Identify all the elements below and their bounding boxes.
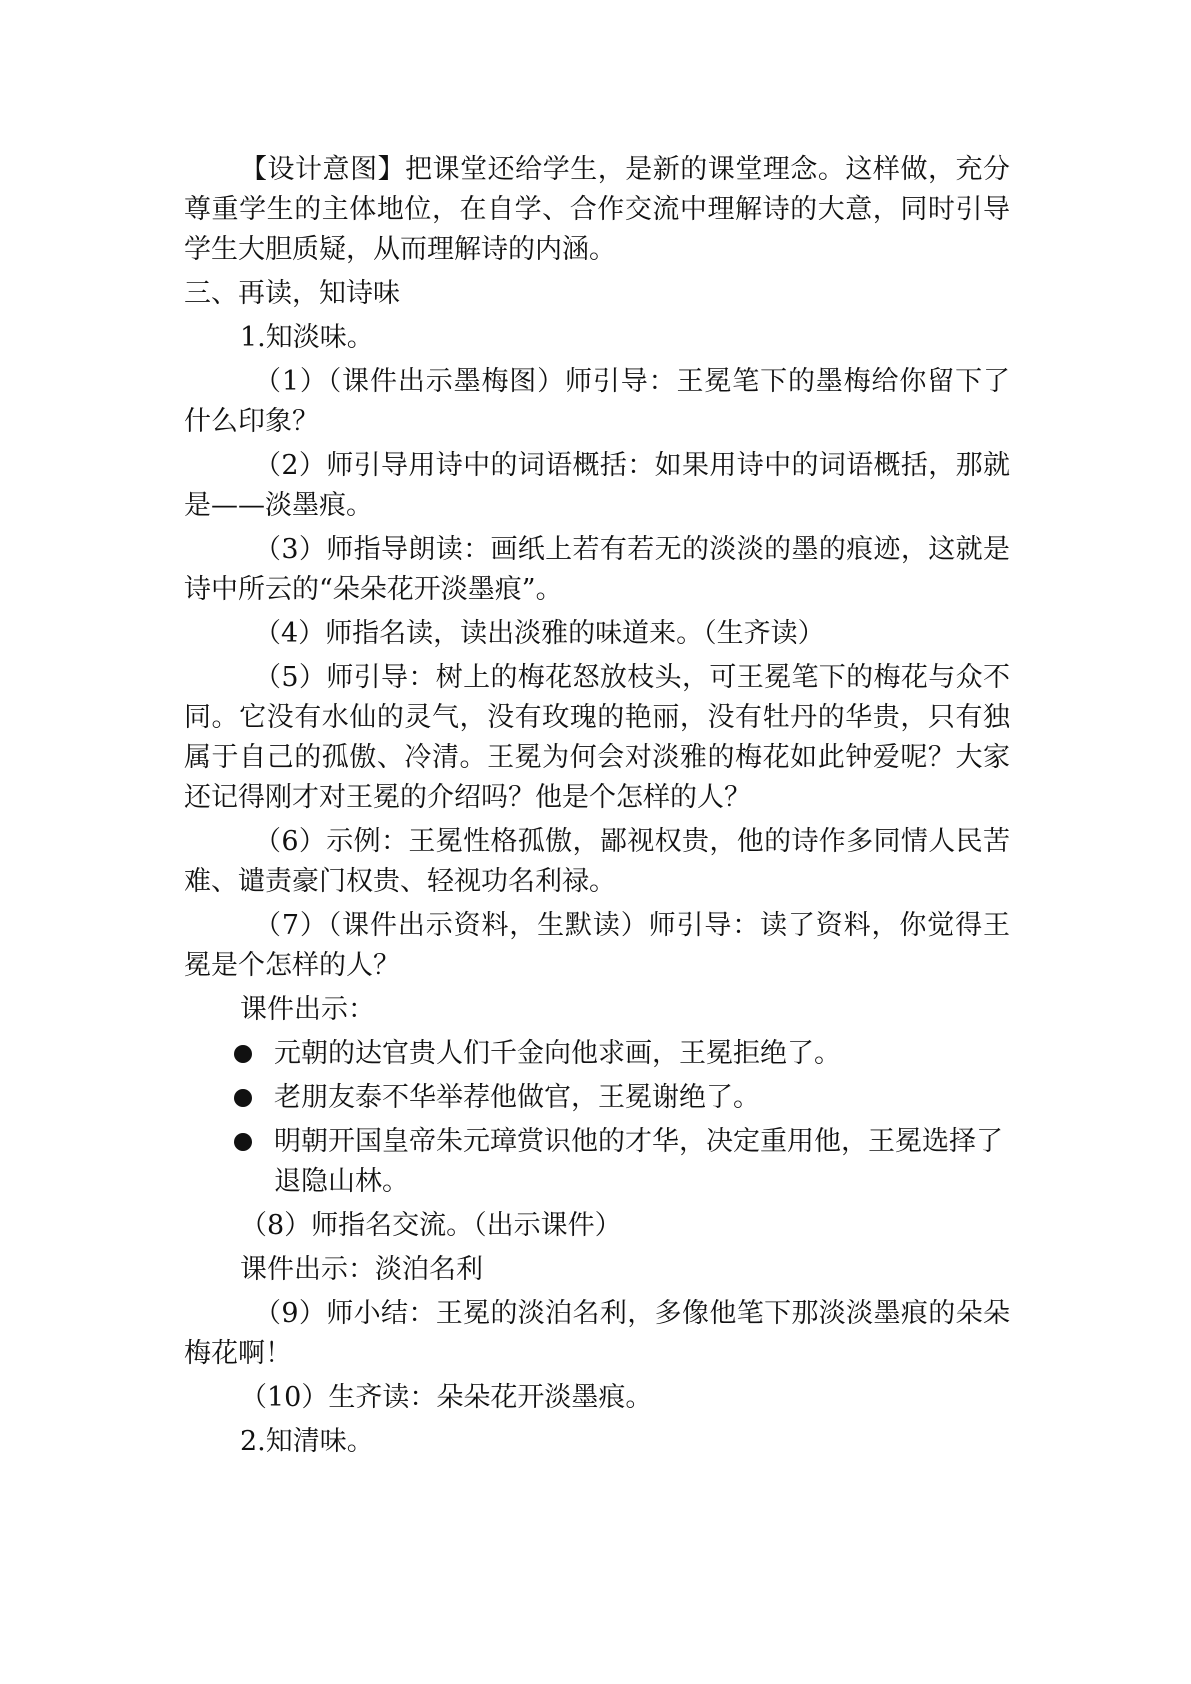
section-heading: 三、再读，知诗味 xyxy=(184,278,400,309)
bullet-text: 元朝的达官贵人们千金向他求画，王冕拒绝了。 xyxy=(274,1038,841,1069)
step-3: （3）师指导朗读：画纸上若有若无的淡淡的墨的痕迹，这就是诗中所云的“朵朵花开淡墨痕”。 xyxy=(184,534,1010,605)
step-10: （10）生齐读：朵朵花开淡墨痕。 xyxy=(240,1382,653,1413)
step-4: （4）师指名读，读出淡雅的味道来。（生齐读） xyxy=(254,618,825,649)
step-2: （2）师引导用诗中的词语概括：如果用诗中的词语概括，那就是——淡墨痕。 xyxy=(184,450,1010,521)
step-9: （9）师小结：王冕的淡泊名利，多像他笔下那淡淡墨痕的朵朵梅花啊！ xyxy=(184,1298,1010,1369)
bullet-text: 老朋友泰不华举荐他做官，王冕谢绝了。 xyxy=(274,1082,760,1113)
bullet-item xyxy=(184,1034,1010,1074)
bullet-item xyxy=(184,1078,1010,1118)
courseware-label-2: 课件出示：淡泊名利 xyxy=(240,1254,483,1285)
step-7: （7）（课件出示资料，生默读）师引导：读了资料，你觉得王冕是个怎样的人？ xyxy=(184,910,1010,981)
bullet-item xyxy=(184,1122,1010,1202)
step-5: （5）师引导：树上的梅花怒放枝头，可王冕笔下的梅花与众不同。它没有水仙的灵气，没有玫瑰的艳丽，没有牡丹的华贵，只有独属于自己的孤傲、冷清。王冕为何会对淡雅的梅花如此钟爱呢？大家还记得刚才对王冕的介绍吗？他是个怎样的人？ xyxy=(184,662,1010,813)
step-6: （6）示例：王冕性格孤傲，鄙视权贵，他的诗作多同情人民苦难、谴责豪门权贵、轻视功名利禄。 xyxy=(184,826,1010,897)
bullet-dot-icon xyxy=(234,1133,252,1151)
courseware-label: 课件出示： xyxy=(240,994,375,1025)
bullet-text: 明朝开国皇帝朱元璋赏识他的才华，决定重用他，王冕选择了退隐山林。 xyxy=(274,1126,1003,1197)
bullet-dot-icon xyxy=(234,1089,252,1107)
step-1: （1）（课件出示墨梅图）师引导：王冕笔下的墨梅给你留下了什么印象？ xyxy=(184,366,1010,437)
step-8: （8）师指名交流。（出示课件） xyxy=(240,1210,622,1241)
subsection-heading-2: 2.知清味。 xyxy=(240,1426,374,1457)
design-intent-paragraph: 【设计意图】把课堂还给学生，是新的课堂理念。这样做，充分尊重学生的主体地位，在自学、合作交流中理解诗的大意，同时引导学生大胆质疑，从而理解诗的内涵。 xyxy=(184,154,1010,265)
subsection-heading-1: 1.知淡味。 xyxy=(240,322,374,353)
bullet-dot-icon xyxy=(234,1045,252,1063)
document-body xyxy=(184,150,1010,1462)
